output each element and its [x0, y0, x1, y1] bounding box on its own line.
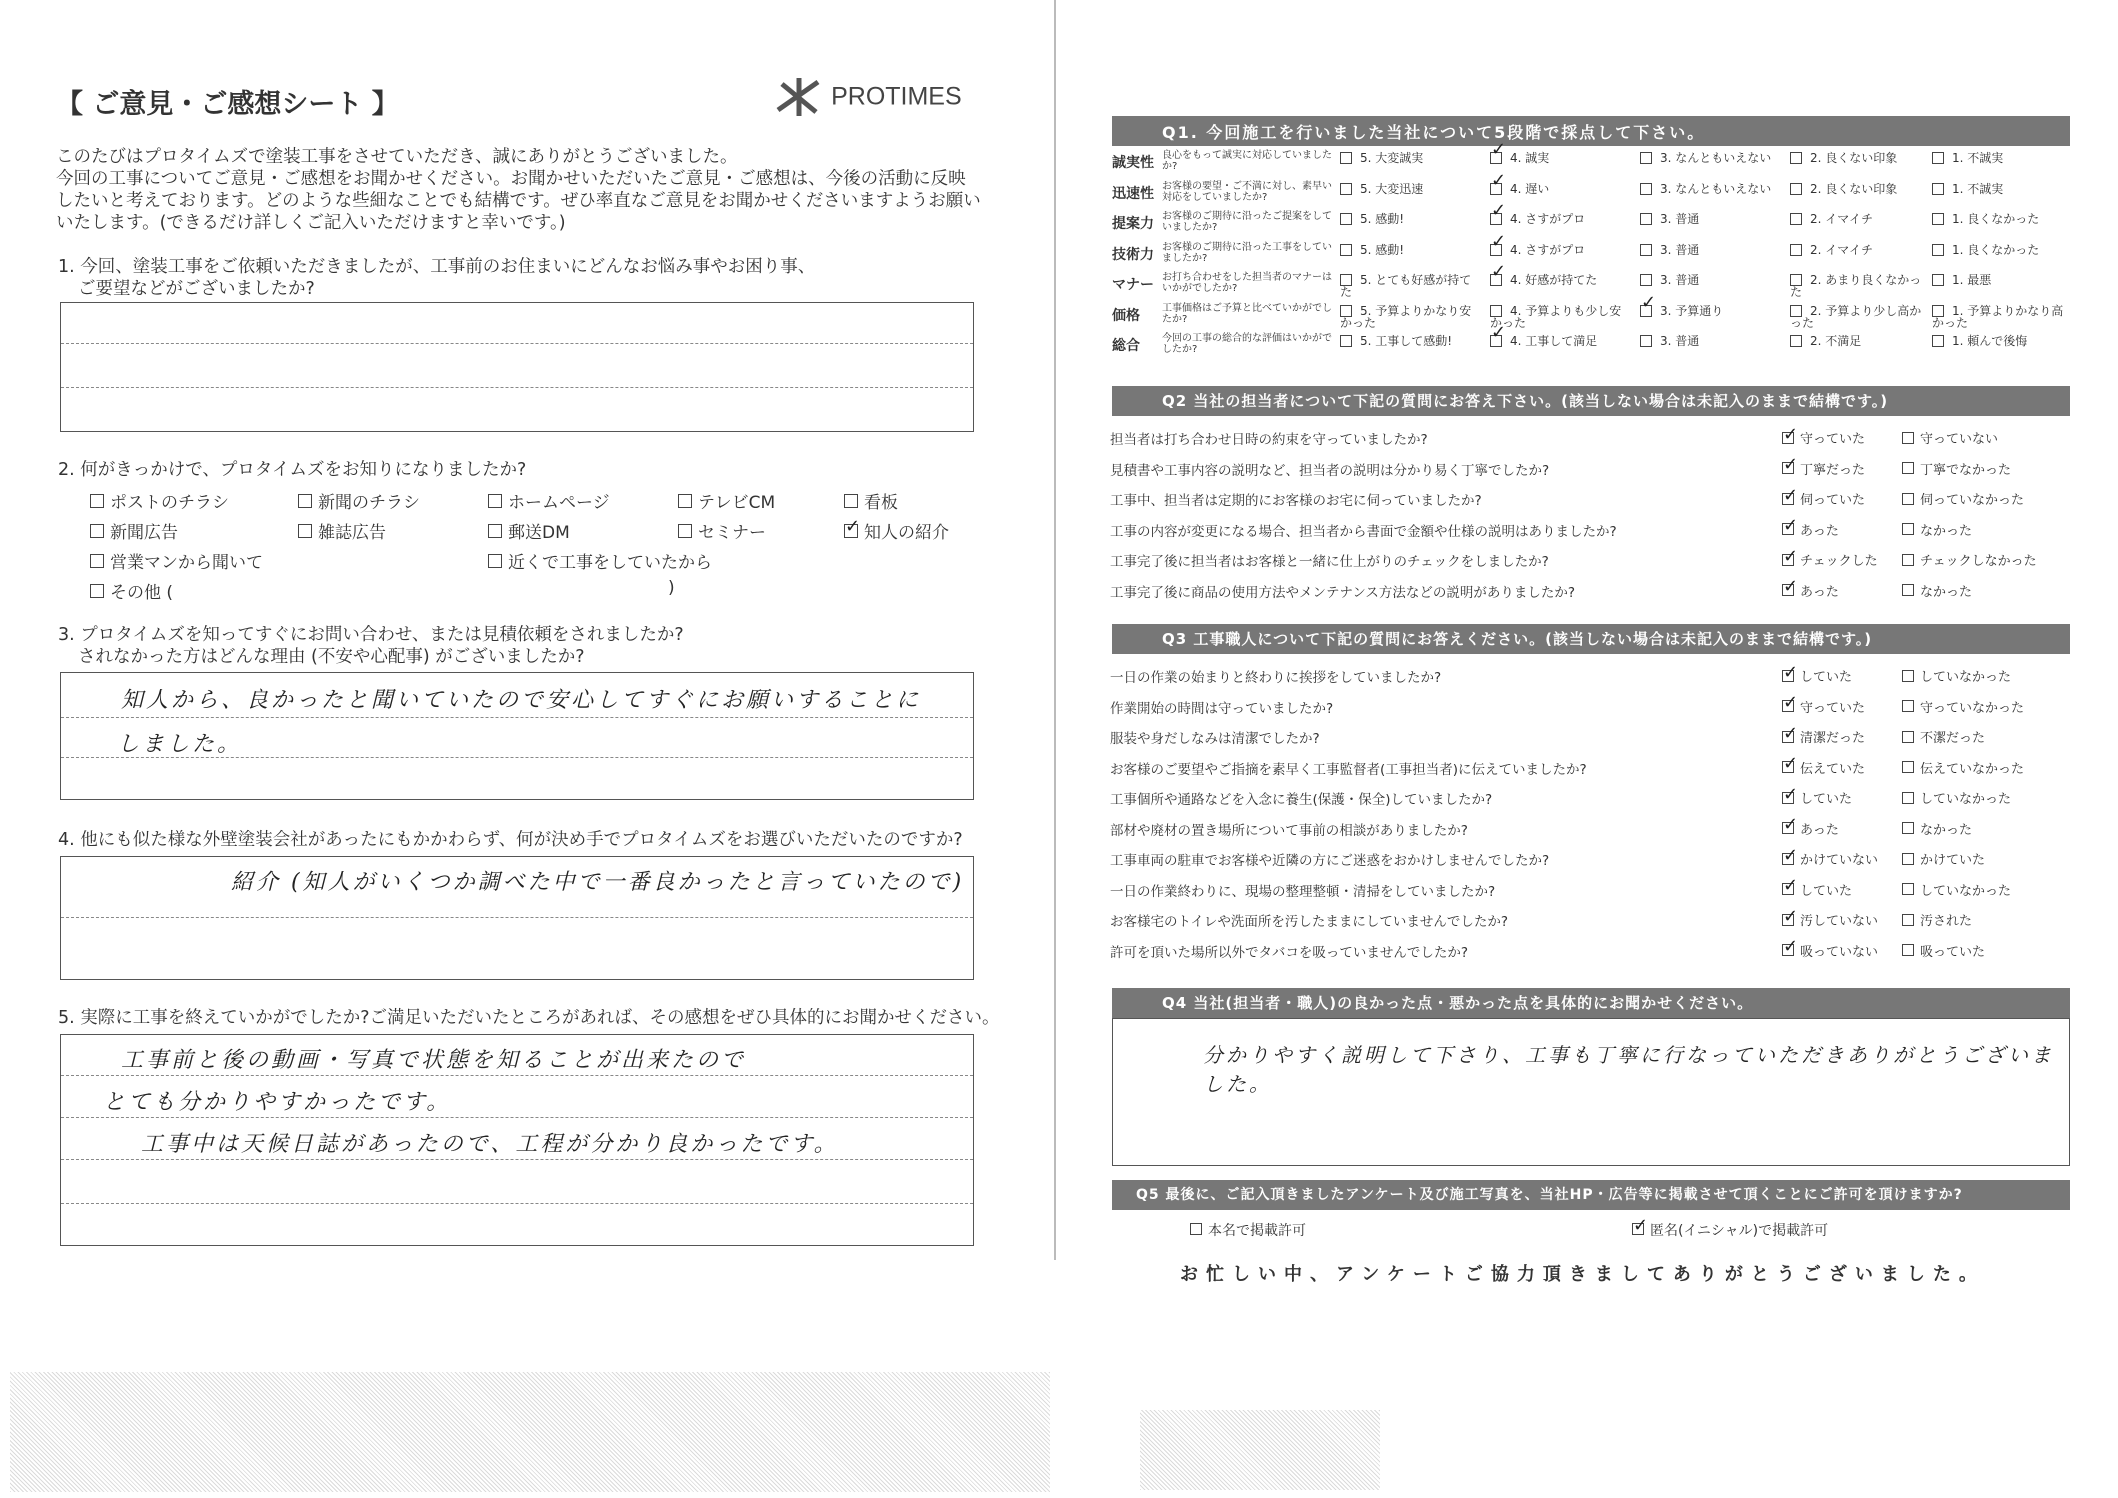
q1-option[interactable]: ✓ 3. 予算通り [1640, 305, 1780, 317]
answer-box-3[interactable] [60, 672, 974, 800]
question-5: 5. 実際に工事を終えていかがでしたか?ご満足いただいたところがあれば、その感想をぜひ具体的にお聞かせください。 [58, 1008, 1000, 1028]
q1-category: 総合 [1112, 338, 1140, 354]
checkbox[interactable] [1902, 853, 1914, 865]
option-other-close: ) [668, 578, 675, 598]
q1-option[interactable]: 2. 良くない印象 [1790, 183, 1930, 195]
handwritten-answer-4: 紹介 (知人がいくつか調べた中で一番良かったと言っていたので) [231, 870, 965, 895]
option-newspaper-flyer[interactable]: 新聞のチラシ [298, 488, 420, 513]
checkbox[interactable] [1640, 183, 1652, 195]
checkbox[interactable] [1902, 432, 1914, 444]
q1-description: お打ち合わせをした担当者のマナーはいかがでしたか? [1162, 272, 1332, 294]
checkbox[interactable] [1340, 244, 1352, 256]
q1-option[interactable]: ✓ 4. さすがプロ [1490, 244, 1630, 256]
q1-option[interactable]: 1. 頼んで後悔 [1932, 335, 2072, 347]
q2_rows-answer-yes[interactable]: ✓ 守っていた [1782, 428, 1865, 447]
checkbox[interactable] [1932, 274, 1944, 286]
q1-option[interactable]: 1. 不誠実 [1932, 152, 2072, 164]
q3_rows-answer-yes[interactable]: ✓ していた [1782, 788, 1852, 807]
q1-option[interactable]: 5. とても好感が持てた [1340, 273, 1472, 299]
q2-header: Q2 当社の担当者について下記の質問にお答え下さい。(該当しない場合は未記入のままで結構です。) [1112, 386, 2070, 416]
q3_rows-answer-yes[interactable]: ✓ あった [1782, 819, 1839, 838]
checkbox[interactable] [1902, 761, 1914, 773]
checkbox[interactable] [90, 584, 104, 598]
q1-option[interactable]: 5. 大変迅速 [1340, 183, 1480, 195]
checkbox[interactable] [1902, 914, 1914, 926]
q3_rows-question: 一日の作業の始まりと終わりに挨拶をしていましたか? [1110, 670, 1442, 686]
q1-description: お客様のご期待に沿った工事をしていましたか? [1162, 241, 1332, 264]
q3_rows-answer-yes[interactable]: ✓ していた [1782, 666, 1852, 685]
checkbox[interactable] [1932, 305, 1944, 317]
q3_rows-answer-no[interactable]: 守っていなかった [1902, 697, 2024, 716]
option-homepage[interactable]: ホームページ [488, 488, 610, 513]
intro-line: このたびはプロタイムズで塗装工事をさせていただき、誠にありがとうございました。 [56, 147, 738, 167]
q2_rows-answer-yes[interactable]: ✓ あった [1782, 581, 1839, 600]
checkbox[interactable] [1640, 335, 1652, 347]
checkbox[interactable] [488, 524, 502, 538]
checkbox-checked[interactable] [1782, 731, 1794, 743]
q3-line: 3. プロタイムズを知ってすぐにお問い合わせ、または見積依頼をされましたか? [58, 625, 684, 645]
sheet-title: 【 ご意見・ご感想シート 】 [56, 89, 399, 120]
q4-header: Q4 当社(担当者・職人)の良かった点・悪かった点を具体的にお聞かせください。 [1112, 988, 2070, 1018]
checkbox[interactable] [1902, 731, 1914, 743]
question-2: 2. 何がきっかけで、プロタイムズをお知りになりましたか? [58, 460, 527, 480]
checkbox[interactable] [1902, 584, 1914, 596]
checkbox[interactable] [1640, 152, 1652, 164]
option-acquaintance[interactable]: ✓ 知人の紹介 [844, 518, 949, 543]
q3_rows-answer-yes[interactable]: ✓ かけていない [1782, 849, 1878, 868]
q1-option[interactable]: 4. 予算よりも少し安かった [1490, 303, 1622, 330]
q3_rows-question: 工事個所や通路などを入念に養生(保護・保全)していましたか? [1110, 792, 1493, 808]
page-fold [1054, 0, 1056, 1260]
option-other[interactable]: その他 ( [90, 578, 173, 603]
checkbox[interactable] [1340, 152, 1352, 164]
thanks-message: お忙しい中、アンケートご協力頂きましてありがとうございました。 [1180, 1264, 1985, 1285]
checkbox[interactable] [1932, 335, 1944, 347]
checkbox[interactable] [488, 494, 502, 508]
checkbox[interactable] [90, 494, 104, 508]
q2_rows-answer-no[interactable]: 伺っていなかった [1902, 489, 2024, 508]
q1-option[interactable]: 3. なんともいえない [1640, 152, 1780, 164]
q3_rows-answer-no[interactable]: 不潔だった [1902, 727, 1985, 746]
q2_rows-question: 工事完了後に商品の使用方法やメンテナンス方法などの説明がありましたか? [1110, 584, 1576, 601]
logo-text: PROTIMES [831, 82, 962, 111]
answer-box-4[interactable] [60, 856, 974, 980]
q2_rows-question: 工事中、担当者は定期的にお客様のお宅に伺っていましたか? [1110, 493, 1482, 509]
q3_rows-answer-no[interactable]: 吸っていた [1902, 941, 1985, 960]
checkbox-checked[interactable] [1782, 914, 1794, 926]
q3_rows-answer-yes[interactable]: ✓ 吸っていない [1782, 941, 1878, 960]
option-salesman[interactable]: 営業マンから聞いて [90, 548, 263, 573]
checkbox-checked[interactable] [1782, 493, 1794, 505]
q3_rows-answer-yes[interactable]: ✓ 伝えていた [1782, 758, 1865, 777]
q1-description: 工事価格はご予算と比べていかがでしたか? [1162, 302, 1332, 325]
option-post-flyer[interactable]: ポストのチラシ [90, 488, 229, 513]
checkbox-checked[interactable] [1782, 822, 1794, 834]
checkbox[interactable] [1790, 244, 1802, 256]
checkbox[interactable] [1932, 244, 1944, 256]
checkbox-checked[interactable] [1632, 1223, 1644, 1235]
q3_rows-answer-yes[interactable]: ✓ 汚していない [1782, 910, 1878, 929]
q2_rows-answer-no[interactable]: なかった [1902, 520, 1972, 539]
checkbox[interactable] [1640, 274, 1652, 286]
handwritten-answer-5-line3: 工事中は天候日誌があったので、工程が分かり良かったです。 [141, 1132, 839, 1157]
q2_rows-question: 見積書や工事内容の説明など、担当者の説明は分かり易く丁寧でしたか? [1110, 462, 1550, 479]
q1-option[interactable]: 5. 予算よりかなり安かった [1340, 303, 1472, 330]
checkbox-checked[interactable] [1782, 523, 1794, 535]
q3_rows-question: 部材や廃材の置き場所について事前の相談がありましたか? [1110, 822, 1468, 839]
checkbox[interactable] [1902, 792, 1914, 804]
q3_rows-answer-yes[interactable]: ✓ 守っていた [1782, 697, 1865, 716]
checkbox[interactable] [298, 524, 312, 538]
q1-option[interactable]: 3. 普通 [1640, 213, 1780, 225]
q2_rows-answer-yes[interactable]: ✓ 丁寧だった [1782, 459, 1865, 478]
checkbox[interactable] [1790, 274, 1802, 286]
q3_rows-question: お客様宅のトイレや洗面所を汚したままにしていませんでしたか? [1110, 914, 1508, 930]
q2_rows-answer-yes[interactable]: ✓ 伺っていた [1782, 489, 1865, 508]
q3_rows-answer-no[interactable]: 汚された [1902, 910, 1972, 929]
q1-option[interactable]: 5. 大変誠実 [1340, 152, 1480, 164]
q1-category: マナー [1112, 277, 1154, 293]
checkbox[interactable] [1932, 152, 1944, 164]
answer-box-q4-right[interactable] [1112, 1018, 2070, 1166]
q2_rows-answer-no[interactable]: 丁寧でなかった [1902, 459, 2011, 478]
handwritten-answer-5-line1: 工事前と後の動画・写真で状態を知ることが出来たので [121, 1048, 747, 1073]
answer-box-1[interactable] [60, 302, 974, 432]
question-4: 4. 他にも似た様な外壁塗装会社があったにもかかわらず、何が決め手でプロタイムズをお選びいただいたのですか? [58, 830, 963, 850]
checkbox[interactable] [1902, 822, 1914, 834]
q3_rows-question: 一日の作業終わりに、現場の整理整頓・清掃をしていましたか? [1110, 883, 1496, 900]
checkbox-checked[interactable] [1782, 792, 1794, 804]
q3_rows-question: 服装や身だしなみは清潔でしたか? [1110, 731, 1320, 747]
scan-noise [1140, 1410, 1380, 1490]
checkbox[interactable] [90, 524, 104, 538]
handwritten-answer-3-line2: しました。 [117, 732, 243, 757]
q5-header: Q5 最後に、ご記入頂きましたアンケート及び施工写真を、当社HP・広告等に掲載させて頂くことにご許可を頂けますか? [1112, 1180, 2070, 1210]
checkbox[interactable] [1902, 462, 1914, 474]
q2_rows-question: 工事完了後に担当者はお客様と一緒に仕上がりのチェックをしましたか? [1110, 554, 1549, 570]
option-seminar[interactable]: セミナー [678, 518, 766, 543]
q1-option[interactable]: ✓ 4. 誠実 [1490, 152, 1630, 164]
checkbox[interactable] [1902, 700, 1914, 712]
checkbox[interactable] [1902, 883, 1914, 895]
checkbox[interactable] [1790, 213, 1802, 225]
checkbox[interactable] [1340, 183, 1352, 195]
checkbox[interactable] [1640, 244, 1652, 256]
checkbox[interactable] [678, 524, 692, 538]
q1-option[interactable]: 1. 良くなかった [1932, 244, 2072, 256]
intro-line: したいと考えております。どのような些細なことでも結構です。ぜひ率直なご意見をお聞かせくださいますようお願い [56, 191, 981, 211]
q1-line: ご要望などがございましたか? [78, 279, 315, 299]
checkbox[interactable] [1902, 493, 1914, 505]
q1-option[interactable]: ✓ 4. 工事して満足 [1490, 335, 1630, 347]
q1-description: 今回の工事の総合的な評価はいかがでしたか? [1162, 333, 1332, 355]
checkbox-checked[interactable] [1490, 244, 1502, 256]
checkbox-checked[interactable] [1490, 152, 1502, 164]
q1-option[interactable]: 1. 不誠実 [1932, 183, 2072, 195]
q1-header: Q1. 今回施工を行いました当社について5段階で採点して下さい。 [1112, 116, 2070, 146]
checkbox[interactable] [488, 554, 502, 568]
checkbox[interactable] [1340, 213, 1352, 225]
q1-option[interactable]: 3. なんともいえない [1640, 183, 1780, 195]
checkbox[interactable] [1340, 335, 1352, 347]
checkbox[interactable] [1340, 274, 1352, 286]
q1-option[interactable]: 5. 感動! [1340, 213, 1480, 225]
q2_rows-answer-no[interactable]: チェックしなかった [1902, 550, 2037, 569]
checkbox[interactable] [1902, 523, 1914, 535]
handwritten-answer-q4-right: 分かりやすく説明して下さり、工事も丁寧に行なっていただきありがとうございました。 [1203, 1043, 2054, 1096]
intro-line: 今回の工事についてご意見・ご感想をお聞かせください。お聞かせいただいたご意見・ご感想は、今後の活動に反映 [56, 169, 966, 189]
q2_rows-question: 担当者は打ち合わせ日時の約束を守っていましたか? [1110, 432, 1428, 448]
q3_rows-answer-yes[interactable]: ✓ していた [1782, 880, 1852, 899]
q3_rows-question: 作業開始の時間は守っていましたか? [1110, 700, 1334, 717]
checkbox[interactable] [1932, 213, 1944, 225]
q1-category: 迅速性 [1112, 185, 1154, 202]
q1-line: 1. 今回、塗装工事をご依頼いただきましたが、工事前のお住まいにどんなお悩み事やお困り事、 [58, 257, 816, 277]
q1-option[interactable]: 3. 普通 [1640, 335, 1780, 347]
q2_rows-answer-no[interactable]: なかった [1902, 581, 1972, 600]
checkbox[interactable] [1190, 1223, 1202, 1235]
q1-category: 誠実性 [1112, 155, 1154, 171]
q3_rows-answer-no[interactable]: していなかった [1902, 666, 2011, 685]
option-anonymous[interactable]: ✓ 匿名(イニシャル)で掲載許可 [1632, 1220, 1828, 1240]
checkbox-checked[interactable] [1782, 700, 1794, 712]
checkbox[interactable] [1490, 305, 1502, 317]
checkbox-checked[interactable] [1782, 432, 1794, 444]
option-mail-dm[interactable]: 郵送DM [488, 518, 570, 543]
q3_rows-answer-no[interactable]: かけていた [1902, 849, 1985, 868]
q3-line: されなかった方はどんな理由 (不安や心配事) がございましたか? [78, 647, 585, 667]
checkbox[interactable] [298, 494, 312, 508]
checkbox[interactable] [1790, 305, 1802, 317]
checkbox-checked[interactable] [1782, 554, 1794, 566]
option-newspaper-ad[interactable]: 新聞広告 [90, 518, 178, 543]
q1-option[interactable]: ✓ 4. 好感が持てた [1490, 274, 1630, 286]
option-magazine-ad[interactable]: 雑誌広告 [298, 518, 386, 543]
q3_rows-answer-no[interactable]: していなかった [1902, 880, 2011, 899]
option-signboard[interactable]: 看板 [844, 488, 898, 513]
option-nearby-work[interactable]: 近くで工事をしていたから [488, 548, 712, 573]
q3_rows-answer-yes[interactable]: ✓ 清潔だった [1782, 727, 1865, 746]
checkbox[interactable] [1932, 183, 1944, 195]
checkbox-checked[interactable] [1490, 183, 1502, 195]
q1-option[interactable]: 3. 普通 [1640, 244, 1780, 256]
intro-text [56, 146, 996, 234]
checkbox-checked[interactable] [1782, 761, 1794, 773]
checkbox-checked[interactable] [1782, 853, 1794, 865]
q1-description: お客様の要望・ご不満に対し、素早い対応をしていましたか? [1162, 180, 1332, 203]
checkbox-checked[interactable] [1782, 670, 1794, 682]
checkbox-checked[interactable] [1490, 335, 1502, 347]
checkbox-checked[interactable] [1782, 584, 1794, 596]
checkbox[interactable] [1640, 213, 1652, 225]
handwritten-answer-5-line2: とても分かりやすかったです。 [103, 1090, 452, 1115]
q3_rows-answer-no[interactable]: なかった [1902, 819, 1972, 838]
q2_rows-answer-no[interactable]: 守っていない [1902, 428, 1998, 447]
checkbox[interactable] [1340, 305, 1352, 317]
checkbox[interactable] [844, 494, 858, 508]
q1-description: お客様のご期待に沿ったご提案をしていましたか? [1162, 211, 1332, 233]
checkbox-checked[interactable] [1782, 883, 1794, 895]
intro-line: いたします。(できるだけ詳しくご記入いただけますと幸いです。) [56, 213, 566, 233]
q1-option[interactable]: 2. 良くない印象 [1790, 152, 1930, 164]
q3_rows-question: 工事車両の駐車でお客様や近隣の方にご迷惑をおかけしませんでしたか? [1110, 853, 1550, 869]
q2_rows-answer-yes[interactable]: ✓ あった [1782, 520, 1839, 539]
answer-box-5[interactable] [60, 1034, 974, 1246]
protimes-logo-icon [772, 76, 826, 118]
q1-category: 提案力 [1112, 216, 1154, 232]
checkbox-checked[interactable] [1640, 305, 1652, 317]
checkbox[interactable] [90, 554, 104, 568]
q1-option[interactable]: ✓ 4. 遅い [1490, 183, 1630, 195]
question-3 [58, 624, 684, 668]
q1-category: 技術力 [1112, 246, 1154, 263]
q1-option[interactable]: 1. 予算よりかなり高かった [1932, 303, 2064, 330]
q2_rows-answer-yes[interactable]: ✓ チェックした [1782, 550, 1878, 569]
q1-option[interactable]: ✓ 4. さすがプロ [1490, 213, 1630, 225]
q1-option[interactable]: 2. イマイチ [1790, 244, 1930, 256]
checkbox-checked[interactable] [1490, 213, 1502, 225]
q3-header: Q3 工事職人について下記の質問にお答えください。(該当しない場合は未記入のままで結構です。) [1112, 624, 2070, 654]
q1-option[interactable]: 2. あまり良くなかった [1790, 273, 1922, 299]
checkbox[interactable] [678, 494, 692, 508]
option-real-name[interactable]: 本名で掲載許可 [1190, 1220, 1306, 1240]
logo [772, 76, 962, 116]
q1-option[interactable]: 5. 感動! [1340, 244, 1480, 256]
checkbox[interactable] [1790, 183, 1802, 195]
checkbox[interactable] [1902, 554, 1914, 566]
checkbox[interactable] [1790, 335, 1802, 347]
q2_rows-question: 工事の内容が変更になる場合、担当者から書面で金額や仕様の説明はありましたか? [1110, 523, 1617, 540]
scan-noise [10, 1372, 1050, 1492]
q1-option[interactable]: 2. 予算より少し高かった [1790, 303, 1922, 330]
checkbox-checked[interactable] [1782, 462, 1794, 474]
q1-option[interactable]: 2. 不満足 [1790, 335, 1930, 347]
q3_rows-question: 許可を頂いた場所以外でタバコを吸っていませんでしたか? [1110, 944, 1469, 961]
q3_rows-question: お客様のご要望やご指摘を素早く工事監督者(工事担当者)に伝えていましたか? [1110, 761, 1587, 778]
q1-category: 価格 [1112, 307, 1140, 324]
q1-option[interactable]: 3. 普通 [1640, 274, 1780, 286]
handwritten-answer-3-line1: 知人から、良かったと聞いていたので安心してすぐにお願いすることに [121, 688, 922, 713]
checkbox[interactable] [1902, 944, 1914, 956]
option-tv-cm[interactable]: テレビCM [678, 488, 775, 513]
q1-description: 良心をもって誠実に対応していましたか? [1162, 150, 1332, 172]
q3_rows-answer-no[interactable]: 伝えていなかった [1902, 758, 2024, 777]
checkbox[interactable] [1902, 670, 1914, 682]
checkbox-checked[interactable] [1782, 944, 1794, 956]
checkbox-checked[interactable] [844, 524, 858, 538]
q1-option[interactable]: 2. イマイチ [1790, 213, 1930, 225]
checkbox[interactable] [1790, 152, 1802, 164]
question-1 [58, 256, 815, 300]
q1-option[interactable]: 1. 最悪 [1932, 274, 2072, 286]
q3_rows-answer-no[interactable]: していなかった [1902, 788, 2011, 807]
checkbox-checked[interactable] [1490, 274, 1502, 286]
q1-option[interactable]: 5. 工事して感動! [1340, 335, 1480, 347]
q1-option[interactable]: 1. 良くなかった [1932, 213, 2072, 225]
